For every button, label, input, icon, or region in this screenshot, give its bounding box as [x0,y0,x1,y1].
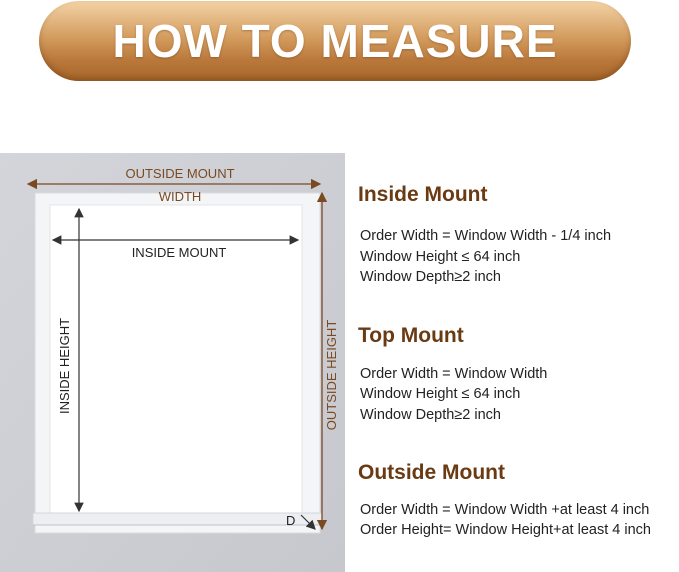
banner-title: HOW TO MEASURE [112,15,558,67]
inside-mount-line: Window Depth≥2 inch [360,269,501,285]
top-mount-line: Window Height ≤ 64 inch [360,386,521,402]
outside-mount-heading: Outside Mount [358,461,505,484]
window-sill [33,513,322,525]
outside-mount-label: OUTSIDE MOUNT [125,166,235,181]
top-mount-line: Window Depth≥2 inch [360,407,501,423]
depth-label: D [286,513,296,528]
outside-mount-line: Order Height= Window Height+at least 4 inch [360,522,651,538]
inside-mount-line: Window Height ≤ 64 inch [360,249,521,265]
inside-mount-line: Order Width = Window Width - 1/4 inch [360,228,612,244]
outside-mount-line: Order Width = Window Width +at least 4 inch [360,502,650,518]
title-banner [39,1,631,81]
inside-mount-label: INSIDE MOUNT [131,245,227,260]
outside-height-label: OUTSIDE HEIGHT [324,319,339,431]
top-mount-heading: Top Mount [358,324,464,347]
width-label: WIDTH [158,189,202,204]
inside-height-label: INSIDE HEIGHT [57,317,72,415]
inside-mount-heading: Inside Mount [358,183,488,206]
window-measurement-diagram [0,153,345,572]
top-mount-line: Order Width = Window Width [360,366,548,382]
